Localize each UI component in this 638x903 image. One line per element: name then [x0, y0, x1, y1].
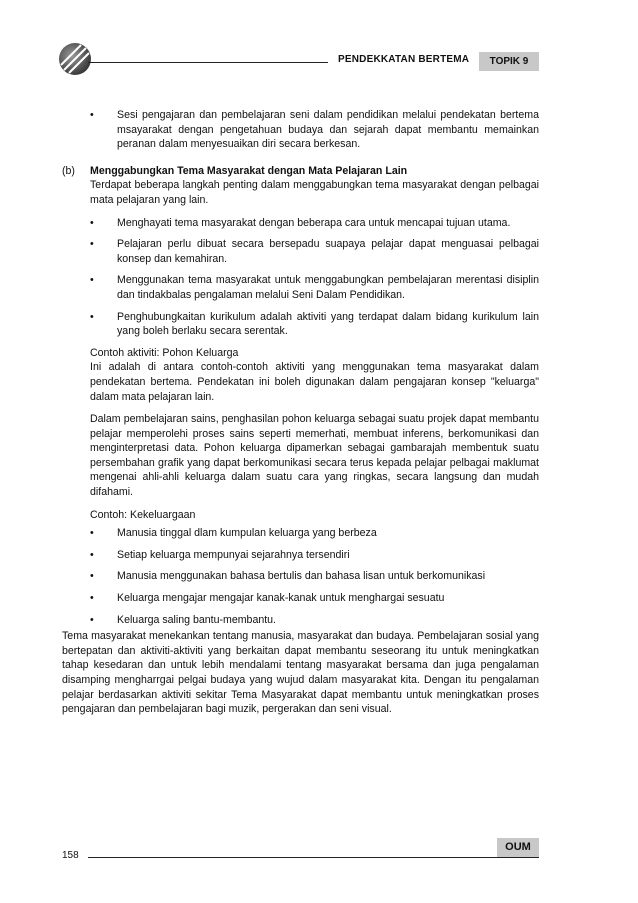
list-item: • Keluarga saling bantu-membantu.: [90, 613, 277, 626]
topic-badge: TOPIK 9: [479, 52, 539, 71]
bullet-icon: •: [90, 548, 94, 561]
list-item: • Manusia tinggal dlam kumpulan keluarga yang berbeza: [90, 527, 377, 540]
example1-text: Ini adalah di antara contoh-contoh aktiviti yang menggunakan tema masyarakat dalam pendekatan bertema. Pendekatan ini boleh digunakan dalam pengajaran konsep "keluarga" dalam mata pelajaran lain.: [90, 361, 539, 403]
section-heading: Menggabungkan Tema Masyarakat dengan Mata Pelajaran Lain: [90, 164, 408, 177]
example1-title: Contoh aktiviti: Pohon Keluarga: [90, 346, 239, 359]
bullet-icon: •: [90, 592, 94, 605]
section-label: (b): [62, 164, 75, 177]
example2-title: Contoh: Kekeluargaan: [90, 508, 196, 521]
header-title: PENDEKKATAN BERTEMA: [338, 54, 470, 65]
bullet-icon: •: [90, 613, 94, 626]
bullet-icon: •: [90, 310, 94, 323]
list-item: • Penghubungkaitan kurikulum adalah aktiviti yang terdapat dalam bidang kurikulum lain yang boleh berlaku secara serentak.: [90, 310, 539, 338]
header-rule: [88, 62, 328, 63]
list-item: • Manusia menggunakan bahasa bertulis dan bahasa lisan untuk berkomunikasi: [90, 570, 486, 583]
section-b: [62, 164, 539, 629]
bullet-icon: •: [90, 216, 94, 229]
oum-brand-badge: OUM: [497, 838, 539, 857]
list-item: • Menggunakan tema masyarakat untuk menggabungkan pembelajaran merentasi disiplin dan tindakbalas pengalaman melalui Seni Dalam Pendidikan.: [90, 274, 539, 301]
list-item: • Setiap keluarga mempunyai sejarahnya tersendiri: [90, 548, 350, 561]
page-content: [62, 108, 539, 725]
list-item: • Sesi pengajaran dan pembelajaran seni dalam pendidikan melalui pendekatan bertema msayarakat dengan pengetahuan budaya dan sejarah dapat membantu memainkan peranan dalam menyesuaikan diri secara berkesan.: [62, 108, 539, 152]
footer-rule: [88, 857, 539, 858]
example1-paragraph: Dalam pembelajaran sains, penghasilan pohon keluarga sebagai suatu projek dapat membantu pelajar memperolehi proses sains seperti memerhati, membuat inferens, berkomunikasi dan menginterpretasi data. Pohon keluarga dipamerkan sebagai gambarajah membentuk suatu persembahan grafik yang dapat berkomunikasi secara terus kepada pelajar pelbagai maklumat mengenai ahli-ahli keluarga dalam suatu cara yang ringkas, secara langsung dan mudah difahami.: [90, 413, 539, 499]
bullet-icon: •: [90, 527, 94, 540]
bullet-icon: •: [90, 274, 94, 287]
closing-paragraph: Tema masyarakat menekankan tentang manusia, masyarakat dan budaya. Pembelajaran sosial yang bertepatan dan aktiviti-aktiviti yang berkaitan dapat membantu seseorang itu untuk meningkatkan tahap kesedaran dan untuk lebih mendalami tentang masyarakat bersama dan juga pengalaman disamping mengharrgai pelgai budaya yang wujud dalam masyarakat kita. Dengan itu pengalaman pelajar berdasarkan aktiviti sekitar Tema Masyarakat dapat membantu untuk meningkatkan proses pengajaran dan pembelajaran bagi muzik, pergerakan dan seni visual.: [62, 630, 539, 716]
bullet-icon: •: [90, 238, 94, 251]
bullet-icon: •: [90, 109, 94, 121]
bullet-icon: •: [90, 570, 94, 583]
section-intro: Terdapat beberapa langkah penting dalam menggabungkan tema masyarakat dengan pelbagai mata pelajaran yang lain.: [90, 179, 539, 206]
list-item: • Pelajaran perlu dibuat secara bersepadu suapaya pelajar dapat menguasai pelbagai konsep dan kemahiran.: [90, 238, 539, 265]
list-item: • Menghayati tema masyarakat dengan beberapa cara untuk mencapai tujuan utama.: [90, 216, 511, 229]
page-number: 158: [62, 850, 79, 861]
list-item: • Keluarga mengajar mengajar kanak-kanak untuk menghargai sesuatu: [90, 592, 445, 605]
oum-globe-logo-icon: [59, 43, 91, 75]
